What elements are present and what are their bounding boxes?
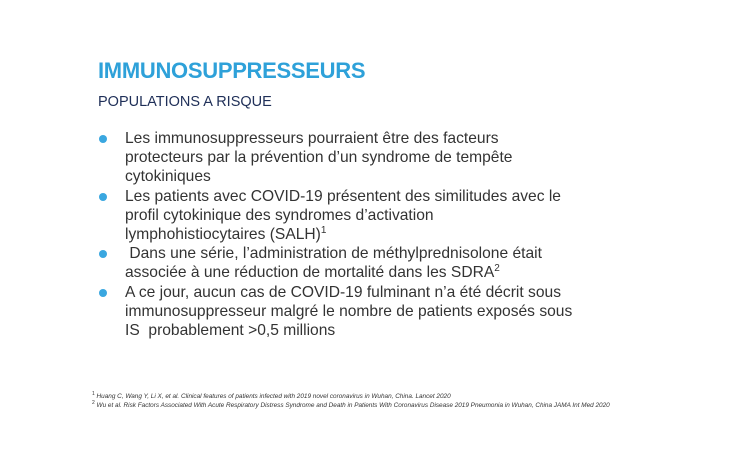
bullet-item (98, 129, 658, 187)
reference-item (92, 401, 712, 410)
bullet-dot-icon (99, 289, 107, 297)
slide-subtitle: POPULATIONS A RISQUE (98, 94, 272, 110)
bullet-dot-icon (99, 193, 107, 201)
bullet-line: lymphohistiocytaires (SALH) (125, 226, 321, 244)
bullet-text (125, 244, 658, 282)
bullet-line: Les patients avec COVID-19 présentent des similitudes avec le (125, 187, 561, 205)
bullet-line: cytokiniques (125, 168, 211, 186)
bullet-line: immunosuppresseur malgré le nombre de patients exposés sous (125, 302, 573, 320)
bullet-list (98, 129, 658, 340)
bullet-dot-icon (99, 135, 107, 143)
reference-superscript: 2 (494, 263, 500, 275)
bullet-item (98, 187, 658, 245)
bullet-line: profil cytokinique des syndromes d’activation (125, 206, 434, 224)
bullet-line-with-sup (125, 263, 658, 282)
reference-superscript: 1 (320, 224, 327, 236)
bullet-text (125, 283, 658, 341)
reference-number: 1 (92, 390, 95, 397)
bullet-line: protecteurs par la prévention d’un syndrome de tempête (125, 149, 513, 167)
reference-item (92, 392, 712, 401)
bullet-item (98, 283, 658, 341)
bullet-item (98, 244, 658, 282)
bullet-line: Les immunosuppresseurs pourraient être des facteurs (125, 130, 499, 147)
bullet-line: IS probablement >0,5 millions (125, 322, 336, 340)
slide-title: IMMUNOSUPPRESSEURS (98, 58, 366, 83)
bullet-text (125, 187, 658, 245)
bullet-line: associée à une réduction de mortalité dans les SDRA (125, 264, 495, 282)
reference-text: Wu et al. Risk Factors Associated With Acute Respiratory Distress Syndrome and Death in Patients With Coronavirus Disease 2019 Pneumonia in Wuhan, China JAMA Int Med 2020 (94, 402, 610, 409)
bullet-text (125, 129, 658, 187)
reference-number: 2 (92, 399, 95, 406)
bullet-dot-icon (99, 250, 107, 258)
references (92, 392, 712, 410)
bullet-line: Dans une série, l’administration de méthylprednisolone était (125, 245, 542, 263)
reference-text: Huang C, Wang Y, Li X, et al. Clinical features of patients infected with 2019 novel coronavirus in Wuhan, China. Lancet 2020 (94, 393, 451, 400)
bullet-line-with-sup (125, 225, 658, 244)
bullet-line: A ce jour, aucun cas de COVID-19 fulminant n’a été décrit sous (125, 283, 561, 301)
